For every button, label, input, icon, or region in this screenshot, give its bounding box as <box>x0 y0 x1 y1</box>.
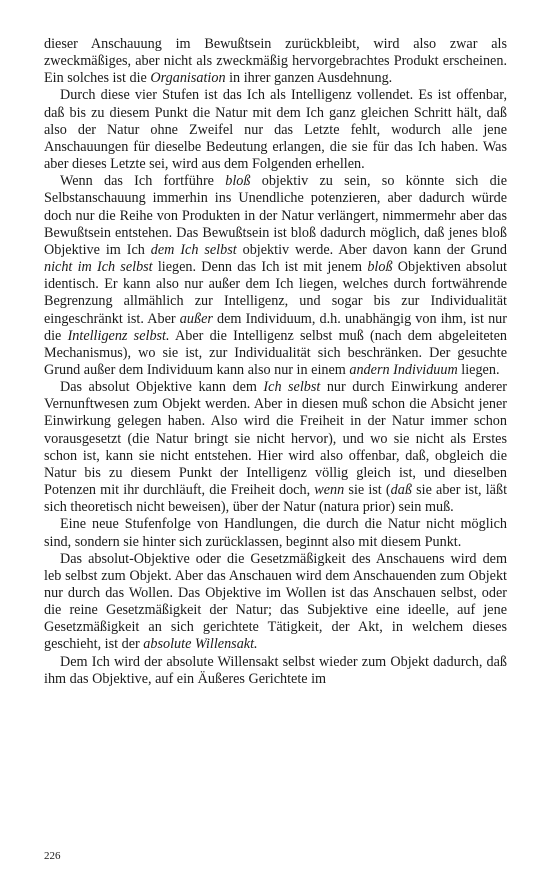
text-run: dieser Anschauung im Bewußtsein zurückbleibt, wird also zwar als zweckmäßiges, aber nicht als zweckmäßig hervorgebrachtes Produkt erscheinen. Ein solches ist die <box>44 36 507 87</box>
paragraph <box>44 551 507 654</box>
italic-text: außer <box>179 310 213 327</box>
italic-text: bloß <box>367 259 393 276</box>
text-run: in ihrer ganzen Ausdehnung. <box>225 70 393 87</box>
book-page-text <box>44 36 507 688</box>
italic-text: bloß <box>225 173 251 190</box>
text-run: Das absolut-Objektive oder die Gesetzmäßigkeit des Anschauens wird dem leb selbst zum Objekt. Aber das Anschauen wird dem Anschauenden zum Objekt nur durch das Wollen. Das Objektive im Wollen ist das Anschauen selbst, oder die reine Gesetzmäßigkeit der Natur; das Subjektive eine ideelle, auf jene Gesetzmäßigkeit an sich gerichtete Tätigkeit, der Akt, in welchem dieses geschieht, ist der <box>44 550 507 653</box>
text-run: dem Individuum, d.h. unabhängig von ihm, ist nur die <box>44 310 507 344</box>
italic-text: Organisation <box>150 70 226 87</box>
text-run: Aber die Intelligenz selbst muß (nach dem abgeleiteten Mechanismus), wo sie ist, zur Individualität sich beschränken. Der gesuchte Grund außer dem Individuum kann also nur in einem <box>44 327 507 378</box>
text-run: sie aber ist, läßt sich theoretisch nicht beweisen), über der Natur (natura prior) sein muß. <box>44 482 508 516</box>
italic-text: absolute Willensakt. <box>143 636 258 653</box>
paragraph <box>44 36 507 87</box>
paragraph <box>44 379 507 516</box>
text-run: Das absolut Objektive kann dem <box>60 379 264 396</box>
paragraph <box>44 516 507 550</box>
text-run: liegen. Denn das Ich ist mit jenem <box>152 259 368 276</box>
text-run: Eine neue Stufenfolge von Handlungen, die durch die Natur nicht möglich sind, sondern sie hinter sich zurücklassen, beginnt also mit diesem Punkt. <box>44 516 507 550</box>
text-run: Durch diese vier Stufen ist das Ich als Intelligenz vollendet. Es ist offenbar, daß bis zu diesem Punkt die Natur mit dem Ich ganz gleichen Schritt hält, daß also der Natur ohne Zweifel nur das Letzte fehlt, wodurch alle jene Anschauungen für dieselbe Bedeutung erlangen, die sie für das Ich haben. Was aber dieses Letzte sei, wird aus dem Folgenden erhellen. <box>44 87 507 173</box>
text-run: Dem Ich wird der absolute Willensakt selbst wieder zum Objekt dadurch, daß ihm das Objektive, auf ein Äußeres Gerichtete im <box>44 653 507 687</box>
paragraph <box>44 87 507 173</box>
text-run: nur durch Einwirkung anderer Vernunftwesen zum Objekt werden. Aber in diesen muß schon die Absicht jener Einwirkung gelegen haben. Also wird die Freiheit in der Natur immer schon vorausgesetzt (die Natur bringt sie nicht hervor), und wo sie nicht als Erstes schon ist, kann sie nicht entstehen. Hier wird also offenbar, daß, obgleich die Natur bis zu diesem Punkt der Intelligenz völlig gleich ist, und dieselben Potenzen mit ihr durchläuft, die Freiheit doch, <box>44 379 508 499</box>
italic-text: nicht im Ich selbst <box>44 259 153 276</box>
text-run: objektiv werde. Aber davon kann der Grund <box>236 241 507 258</box>
paragraph <box>44 173 507 379</box>
italic-text: Intelligenz selbst. <box>67 327 170 344</box>
text-run: liegen. <box>457 361 500 378</box>
italic-text: dem Ich selbst <box>150 241 237 258</box>
text-run: sie ist ( <box>344 482 391 499</box>
paragraph <box>44 654 507 688</box>
italic-text: wenn <box>314 482 345 499</box>
text-run: Objektiven absolut identisch. Er kann also nur außer dem Ich liegen, welches durch fortwährende Begrenzung allmählich zur Intelligenz, und sogar bis zur Individualität eingeschränkt ist. Aber <box>44 259 507 327</box>
text-run: Wenn das Ich fortführe <box>60 173 226 190</box>
italic-text: daß <box>390 482 412 499</box>
italic-text: Ich selbst <box>263 379 321 396</box>
italic-text: andern Individuum <box>349 361 458 378</box>
text-run: objektiv zu sein, so könnte sich die Selbstanschauung immerhin ins Unendliche potenzieren, aber dadurch würde doch nur die Reihe von Produkten in der Natur verlängert, nimmermehr aber das Bewußtsein entstehen. Das Bewußtsein ist bloß dadurch möglich, daß jenes bloß Objektive im Ich <box>44 173 507 258</box>
page-number: 226 <box>44 850 61 862</box>
